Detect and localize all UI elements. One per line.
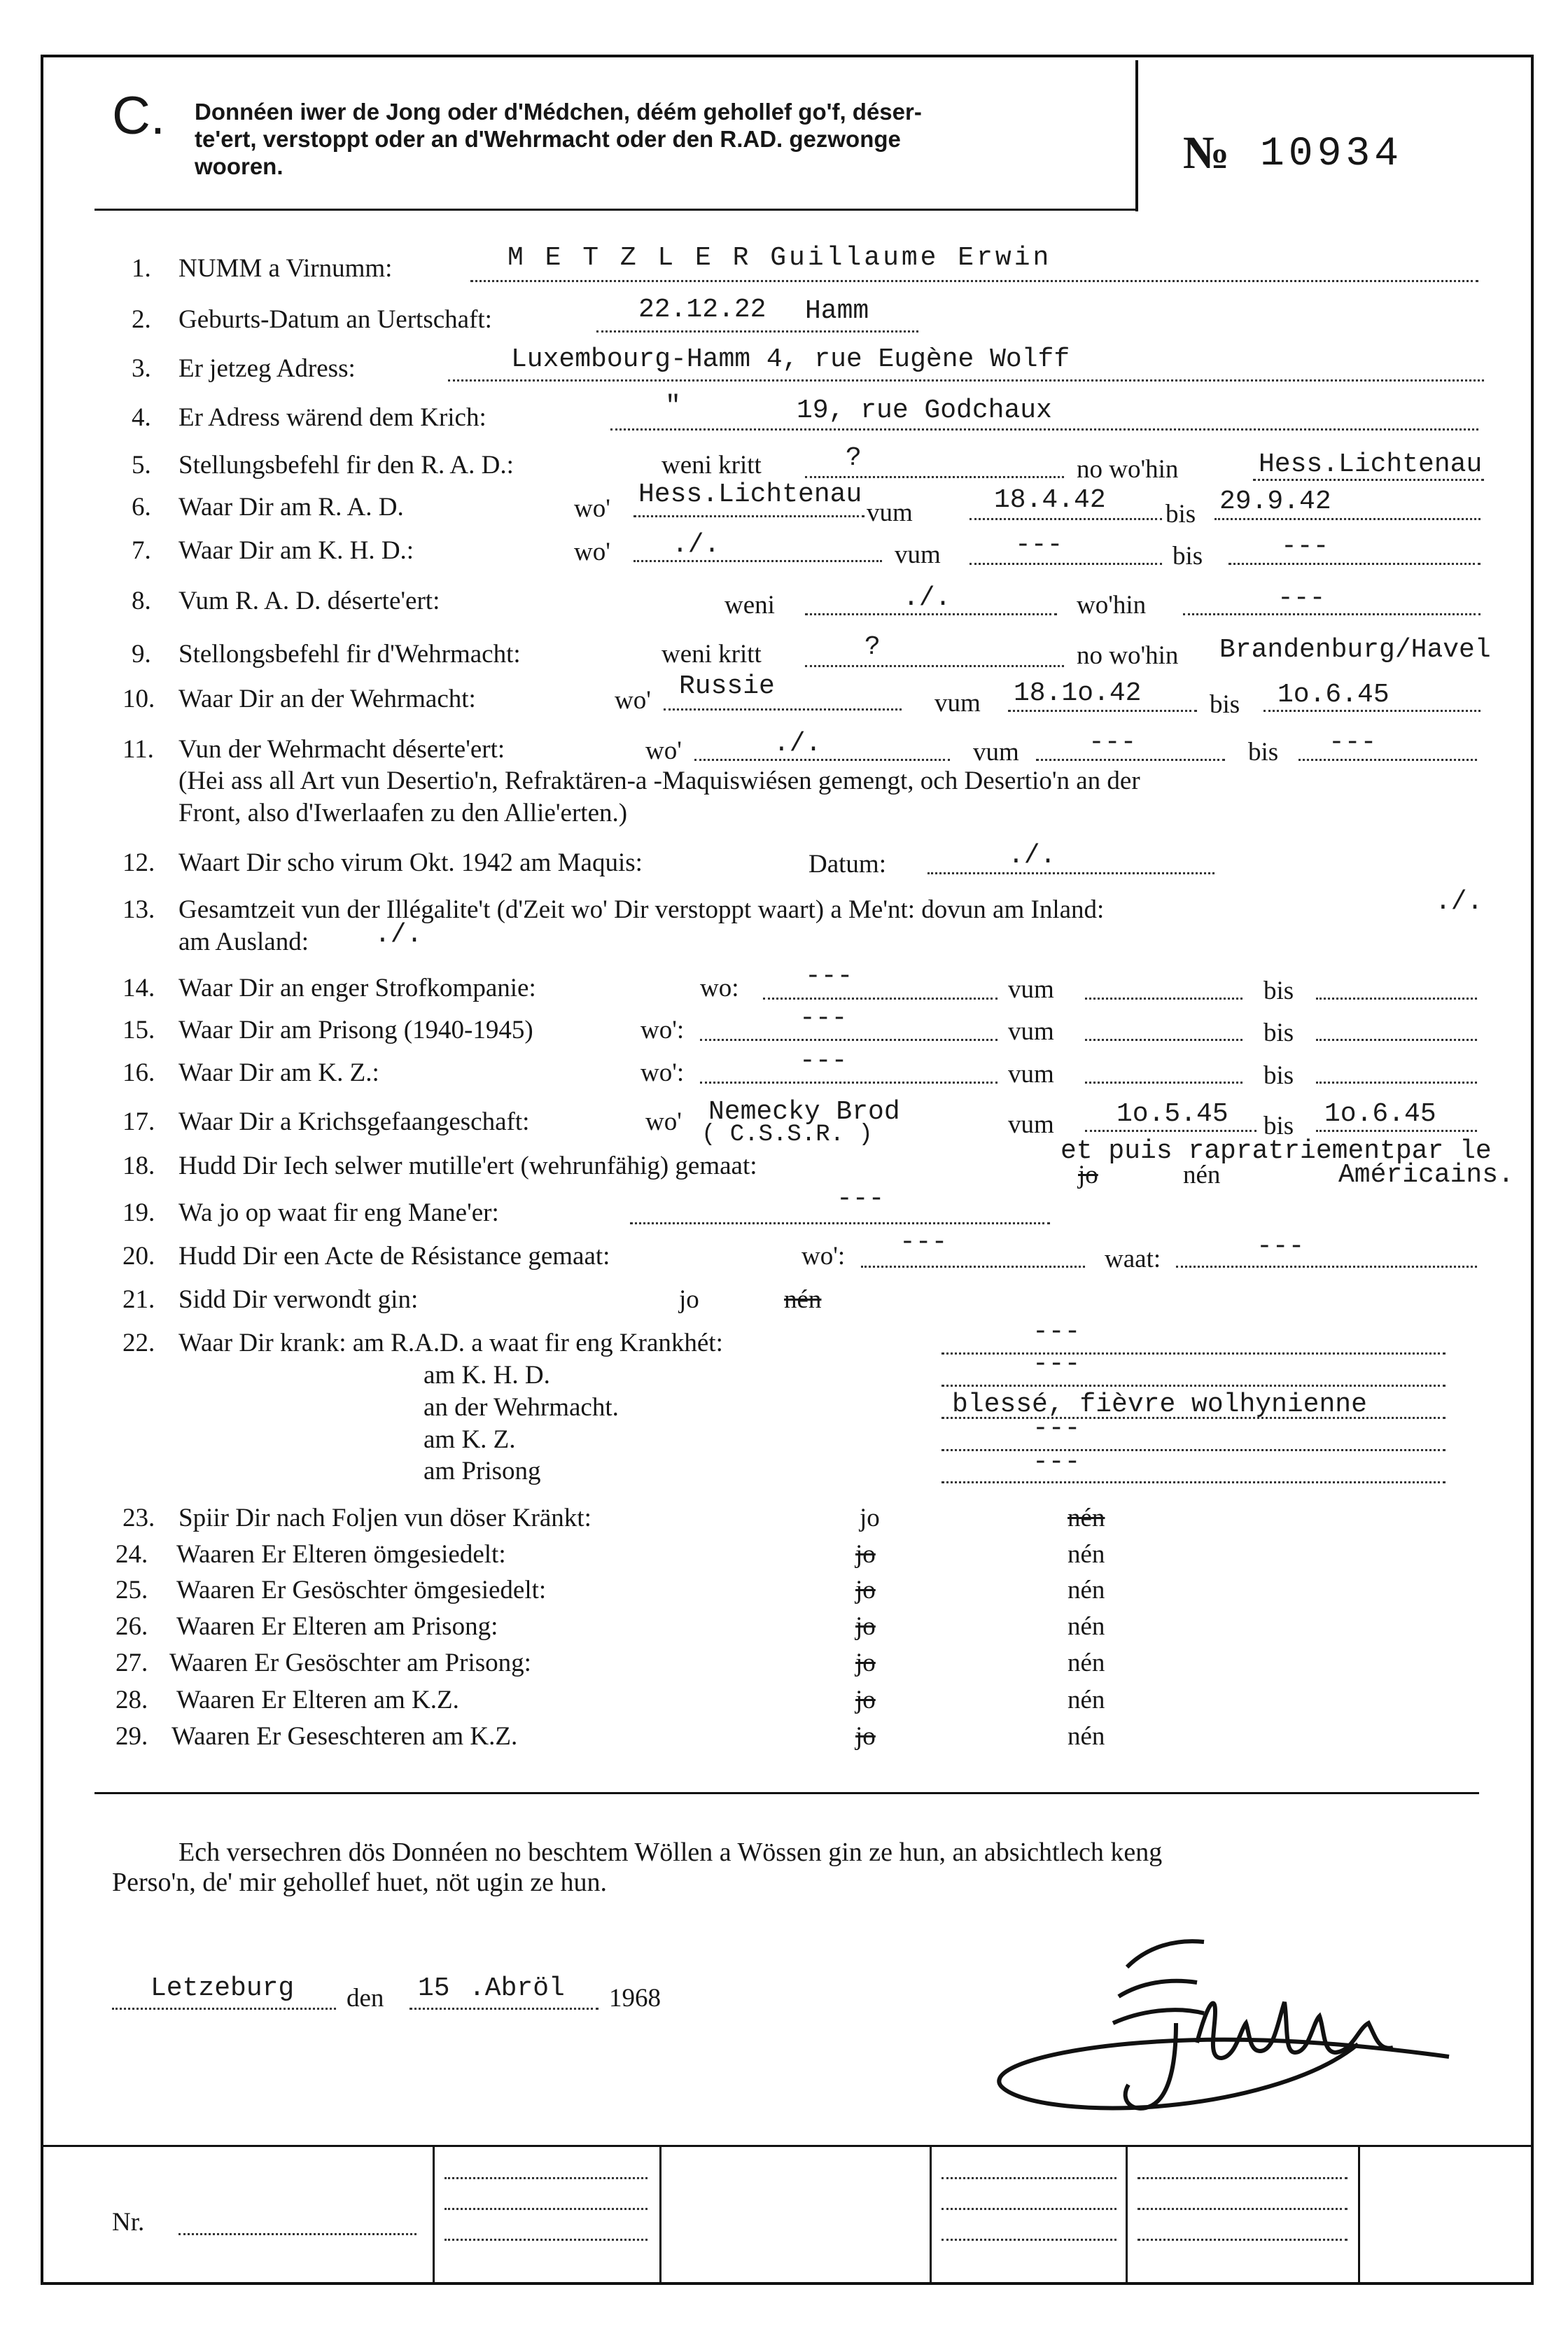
q16-wo-dots [700, 1082, 997, 1084]
q22-sub-4-label: am Prisong [424, 1457, 541, 1485]
q10-wo-value: Russie [679, 671, 775, 701]
q23-jo: jo [860, 1504, 880, 1532]
q1-dotted-line [470, 280, 1478, 282]
q26-jo-struck: jo [855, 1612, 876, 1641]
q11-vum-label: vum [973, 738, 1019, 767]
q2-dotted-line [596, 330, 918, 333]
footer-col-2 [659, 2146, 662, 2283]
q19-dots [630, 1222, 1050, 1224]
footer-col-5 [1358, 2146, 1360, 2283]
footer-col-1 [433, 2146, 435, 2283]
q7-label: Waar Dir am K. H. D.: [178, 536, 414, 565]
q5-label: Stellungsbefehl fir den R. A. D.: [178, 451, 514, 480]
q28-jo-struck: jo [855, 1686, 876, 1714]
q4-ditto: " [665, 391, 681, 421]
q6-number: 6. [132, 493, 151, 522]
q19-number: 19. [122, 1198, 155, 1227]
q20-wo-label: wo': [802, 1242, 846, 1271]
q6-bis-value: 29.9.42 [1219, 487, 1331, 517]
q22-number: 22. [122, 1329, 155, 1357]
q23-label: Spiir Dir nach Foljen vun döser Kränkt: [178, 1504, 592, 1532]
q10-vum-label: vum [934, 689, 981, 718]
q16-vum-dots [1085, 1082, 1242, 1084]
q16-label: Waar Dir am K. Z.: [178, 1058, 379, 1087]
q27-jo-struck: jo [855, 1649, 876, 1677]
q17-bis-value: 1o.6.45 [1324, 1099, 1436, 1129]
number-sign: № [1183, 127, 1230, 179]
q22-sub-3-value: --- [1032, 1413, 1081, 1443]
q17-wo-value: Nemecky Brod [708, 1097, 900, 1127]
q20-number: 20. [122, 1242, 155, 1271]
q11-wo-dots [694, 759, 950, 761]
q7-bis-dots [1228, 563, 1480, 565]
q3-number: 3. [132, 354, 151, 383]
q12-number: 12. [122, 848, 155, 877]
q22-sub-1-label: am K. H. D. [424, 1361, 550, 1390]
q17-label: Waar Dir a Krichsgefaangeschaft: [178, 1107, 530, 1136]
q14-vum-dots [1085, 998, 1242, 1000]
footer-dots-a2 [444, 2208, 648, 2210]
q27-nen: nén [1068, 1649, 1105, 1677]
q8-wohin-label: wo'hin [1077, 591, 1147, 620]
q2-place: Hamm [805, 296, 869, 326]
form-title-line-1: Donnéen iwer de Jong oder d'Médchen, déém gehollef go'f, déser- [195, 99, 922, 125]
q17-bis-label: bis [1264, 1112, 1294, 1140]
q10-label: Waar Dir an der Wehrmacht: [178, 685, 476, 713]
q6-label: Waar Dir am R. A. D. [178, 493, 404, 522]
q20-waat-value: --- [1256, 1231, 1305, 1261]
signing-month: .Abröl [469, 1973, 565, 2003]
q5-wohin-label: no wo'hin [1077, 455, 1179, 484]
q17-vum-label: vum [1008, 1110, 1054, 1139]
q7-wo-dots [634, 560, 882, 562]
q11-bis-label: bis [1248, 738, 1279, 767]
q13-label: Gesamtzeit vun der Illégalite't (d'Zeit wo' Dir verstoppt waart) a Me'nt: dovun am Inland: [178, 895, 1105, 924]
q10-bis-dots [1264, 710, 1480, 712]
q15-wo-value: --- [799, 1003, 848, 1033]
q13-ausland-value: ./. [374, 920, 423, 950]
q7-bis-label: bis [1172, 542, 1203, 571]
q21-nen-struck: nén [784, 1285, 822, 1314]
q13-inland-value: ./. [1435, 887, 1483, 917]
q15-vum-label: vum [1008, 1017, 1054, 1046]
q7-vum-label: vum [895, 540, 941, 569]
q23-nen-struck: nén [1068, 1504, 1105, 1532]
header-underline [94, 209, 1138, 211]
q15-vum-dots [1085, 1039, 1242, 1041]
q9-label: Stellongsbefehl fir d'Wehrmacht: [178, 640, 521, 669]
q22-dots-5 [941, 1481, 1446, 1483]
q14-label: Waar Dir an enger Strofkompanie: [178, 974, 536, 1002]
q26-nen: nén [1068, 1612, 1105, 1641]
q6-bis-dots [1214, 518, 1480, 520]
footer-col-4 [1126, 2146, 1128, 2283]
q17-wo-value-2: ( C.S.S.R. ) [701, 1121, 873, 1148]
q24-number: 24. [115, 1540, 148, 1569]
q18-jo-struck: jo [1078, 1161, 1098, 1189]
q20-label: Hudd Dir een Acte de Résistance gemaat: [178, 1242, 610, 1271]
q17-vum-value: 1o.5.45 [1116, 1099, 1228, 1129]
q8-weni-value: ./. [903, 583, 951, 613]
q18-label: Hudd Dir Iech selwer mutille'ert (wehrunfähig) gemaat: [178, 1152, 757, 1180]
q8-weni-label: weni [724, 591, 775, 620]
q8-wohin-value: --- [1278, 583, 1326, 613]
q10-wo-label: wo' [615, 686, 651, 715]
declaration-line-1: Ech versechren dös Donnéen no beschtem Wöllen a Wössen gin ze hun, an absichtlech keng [178, 1838, 1163, 1867]
q9-weni-label: weni kritt [662, 640, 762, 669]
q5-weni-label: weni kritt [662, 451, 762, 480]
q7-vum-value: --- [1015, 530, 1063, 560]
q11-wo-value: ./. [774, 729, 822, 759]
q5-number: 5. [132, 451, 151, 480]
q10-vum-dots [1008, 710, 1197, 712]
q6-wo-label: wo' [574, 494, 610, 523]
q15-number: 15. [122, 1016, 155, 1044]
q4-value: 19, rue Godchaux [797, 396, 1052, 426]
q23-number: 23. [122, 1504, 155, 1532]
q2-number: 2. [132, 305, 151, 334]
q8-number: 8. [132, 587, 151, 615]
q26-number: 26. [115, 1612, 148, 1641]
q11-note-line-1: (Hei ass all Art vun Desertio'n, Refraktären-a -Maquiswiésen gemengt, och Desertio'n an der [178, 767, 1140, 795]
q11-number: 11. [122, 735, 154, 764]
q4-dotted-line [610, 428, 1478, 431]
q25-label: Waaren Er Gesöschter ömgesiedelt: [176, 1576, 547, 1604]
footer-nr-dots [178, 2233, 416, 2235]
q18-note-line-2: Américains. [1338, 1160, 1514, 1190]
declaration-line-2: Perso'n, de' mir gehollef huet, nöt ugin ze hun. [112, 1868, 608, 1897]
q12-dots [927, 872, 1214, 874]
q6-vum-label: vum [867, 498, 913, 527]
footer-dots-b1 [941, 2177, 1116, 2179]
q22-sub-2-value: blessé, fièvre wolhynienne [952, 1390, 1367, 1420]
footer-col-3 [930, 2146, 932, 2283]
q11-bis-dots [1298, 759, 1477, 761]
q1-label: NUMM a Virnumm: [178, 254, 393, 283]
q3-value: Luxembourg-Hamm 4, rue Eugène Wolff [511, 344, 1070, 375]
q2-date: 22.12.22 [638, 295, 766, 325]
q5-weni-dots [805, 476, 1064, 478]
q15-bis-dots [1316, 1039, 1477, 1041]
q6-vum-value: 18.4.42 [994, 485, 1106, 515]
q28-nen: nén [1068, 1686, 1105, 1714]
q28-label: Waaren Er Elteren am K.Z. [176, 1686, 459, 1714]
footer-dots-b2 [941, 2208, 1116, 2210]
q26-label: Waaren Er Elteren am Prisong: [176, 1612, 498, 1641]
q2-label: Geburts-Datum an Uertschaft: [178, 305, 492, 334]
q14-vum-label: vum [1008, 975, 1054, 1004]
q29-label: Waaren Er Geseschteren am K.Z. [172, 1722, 518, 1751]
q29-nen: nén [1068, 1722, 1105, 1751]
signing-day: 15 [418, 1973, 450, 2003]
form-title-line-2: te'ert, verstoppt oder an d'Wehrmacht oder den R.AD. gezwonge [195, 126, 901, 152]
q15-bis-label: bis [1264, 1019, 1294, 1047]
q6-vum-dots [969, 518, 1162, 520]
q14-wo-label: wo: [700, 974, 739, 1002]
q15-label: Waar Dir am Prisong (1940-1945) [178, 1016, 533, 1044]
signing-place: Letzeburg [150, 1973, 295, 2003]
q6-wo-value: Hess.Lichtenau [638, 480, 862, 510]
q7-number: 7. [132, 536, 151, 565]
form-title-line-3: wooren. [195, 153, 284, 179]
footer-nr-label: Nr. [112, 2208, 145, 2237]
footer-top-rule [43, 2145, 1531, 2147]
q7-wo-value: ./. [672, 530, 720, 560]
header-divider [1135, 60, 1138, 211]
q6-bis-label: bis [1166, 500, 1196, 529]
q3-label: Er jetzeg Adress: [178, 354, 356, 383]
q18-note-line-1: et puis rapratriementpar le [1060, 1136, 1492, 1166]
q1-value: M E T Z L E R Guillaume Erwin [507, 243, 1052, 273]
q20-waat-dots [1176, 1266, 1477, 1268]
q9-wohin-label: no wo'hin [1077, 641, 1179, 670]
q10-number: 10. [122, 685, 155, 713]
q15-wo-label: wo': [640, 1016, 685, 1044]
q19-value: --- [836, 1184, 885, 1214]
footer-dots-b3 [941, 2239, 1116, 2241]
form-letter: C. [112, 86, 165, 146]
q29-jo-struck: jo [855, 1722, 876, 1751]
q11-label: Vun der Wehrmacht déserte'ert: [178, 735, 505, 764]
signing-den: den [346, 1984, 384, 2013]
q18-number: 18. [122, 1152, 155, 1180]
q11-note-line-2: Front, also d'Iwerlaafen zu den Allie'erten.) [178, 799, 628, 827]
q22-sub-3-label: am K. Z. [424, 1425, 516, 1454]
q25-nen: nén [1068, 1576, 1105, 1604]
q20-wo-value: --- [899, 1227, 948, 1257]
q12-datum-label: Datum: [808, 850, 886, 879]
q16-bis-label: bis [1264, 1061, 1294, 1090]
q22-value-1: --- [1032, 1317, 1081, 1347]
q9-wohin-value: Brandenburg/Havel [1219, 635, 1491, 665]
q28-number: 28. [115, 1686, 148, 1714]
q12-label: Waart Dir scho virum Okt. 1942 am Maquis: [178, 848, 643, 877]
q16-vum-label: vum [1008, 1060, 1054, 1089]
section-separator [94, 1792, 1479, 1794]
footer-dots-a3 [444, 2239, 648, 2241]
q16-wo-value: --- [799, 1046, 848, 1076]
q27-label: Waaren Er Gesöschter am Prisong: [169, 1649, 531, 1677]
q19-label: Wa jo op waat fir eng Mane'er: [178, 1198, 499, 1227]
q25-number: 25. [115, 1576, 148, 1604]
signature [966, 1918, 1470, 2163]
q22-dots-1 [941, 1352, 1446, 1355]
q5-weni-value: ? [846, 443, 862, 473]
q20-waat-label: waat: [1105, 1245, 1161, 1273]
q11-bis-value: --- [1329, 727, 1377, 757]
q10-vum-value: 18.1o.42 [1014, 678, 1142, 708]
q22-label: Waar Dir krank: am R.A.D. a waat fir eng Krankhét: [178, 1329, 723, 1357]
q10-bis-value: 1o.6.45 [1278, 680, 1390, 710]
q11-wo-label: wo' [645, 736, 682, 765]
q7-wo-label: wo' [574, 538, 610, 566]
q14-wo-value: --- [805, 961, 853, 991]
q20-wo-dots [861, 1266, 1085, 1268]
q8-weni-dots [805, 613, 1057, 615]
place-dots [112, 2008, 336, 2010]
q9-weni-value: ? [864, 632, 881, 662]
q22-dots-2 [941, 1385, 1446, 1387]
q16-number: 16. [122, 1058, 155, 1087]
q9-number: 9. [132, 640, 151, 669]
q18-nen: nén [1183, 1161, 1221, 1189]
footer-dots-c1 [1138, 2177, 1348, 2179]
q24-nen: nén [1068, 1540, 1105, 1569]
q22-dots-4 [941, 1449, 1446, 1451]
q4-number: 4. [132, 403, 151, 432]
q8-wohin-dots [1183, 613, 1480, 615]
date-dots [410, 2008, 598, 2010]
signing-year: 1968 [609, 1984, 661, 2013]
q22-sub-4-value: --- [1032, 1447, 1081, 1477]
q6-wo-dots [634, 515, 864, 517]
q3-dotted-line [448, 379, 1484, 382]
q22-sub-2-label: an der Wehrmacht. [424, 1393, 619, 1422]
q29-number: 29. [115, 1722, 148, 1751]
q10-bis-label: bis [1210, 690, 1240, 719]
form-number: 10934 [1260, 132, 1404, 177]
q7-vum-dots [969, 563, 1162, 565]
q17-vum-dots [1085, 1130, 1256, 1132]
q21-label: Sidd Dir verwondt gin: [178, 1285, 419, 1314]
footer-dots-c2 [1138, 2208, 1348, 2210]
q27-number: 27. [115, 1649, 148, 1677]
q24-jo-struck: jo [855, 1540, 876, 1569]
q14-bis-label: bis [1264, 977, 1294, 1005]
q17-number: 17. [122, 1107, 155, 1136]
q21-number: 21. [122, 1285, 155, 1314]
footer-dots-a1 [444, 2177, 648, 2179]
q14-wo-dots [763, 998, 997, 1000]
q22-sub-1-value: --- [1032, 1349, 1081, 1379]
q14-number: 14. [122, 974, 155, 1002]
q17-wo-label: wo' [645, 1107, 682, 1136]
q4-label: Er Adress wärend dem Krich: [178, 403, 486, 432]
q14-bis-dots [1316, 998, 1477, 1000]
q9-weni-dots [805, 665, 1064, 667]
q16-wo-label: wo': [640, 1058, 685, 1087]
q1-number: 1. [132, 254, 151, 283]
q12-value: ./. [1008, 841, 1056, 871]
q25-jo-struck: jo [855, 1576, 876, 1604]
q24-label: Waaren Er Elteren ömgesiedelt: [176, 1540, 506, 1569]
q11-vum-dots [1036, 759, 1225, 761]
q10-wo-dots [664, 708, 902, 711]
q5-wohin-value: Hess.Lichtenau [1259, 449, 1483, 480]
q8-label: Vum R. A. D. déserte'ert: [178, 587, 440, 615]
q13-number: 13. [122, 895, 155, 924]
q13-ausland-label: am Ausland: [178, 928, 309, 956]
q16-bis-dots [1316, 1082, 1477, 1084]
q15-wo-dots [700, 1039, 997, 1041]
q11-vum-value: --- [1088, 727, 1137, 757]
q21-jo: jo [679, 1285, 699, 1314]
footer-dots-c3 [1138, 2239, 1348, 2241]
q17-bis-dots [1316, 1130, 1477, 1132]
q7-bis-value: --- [1281, 531, 1329, 561]
